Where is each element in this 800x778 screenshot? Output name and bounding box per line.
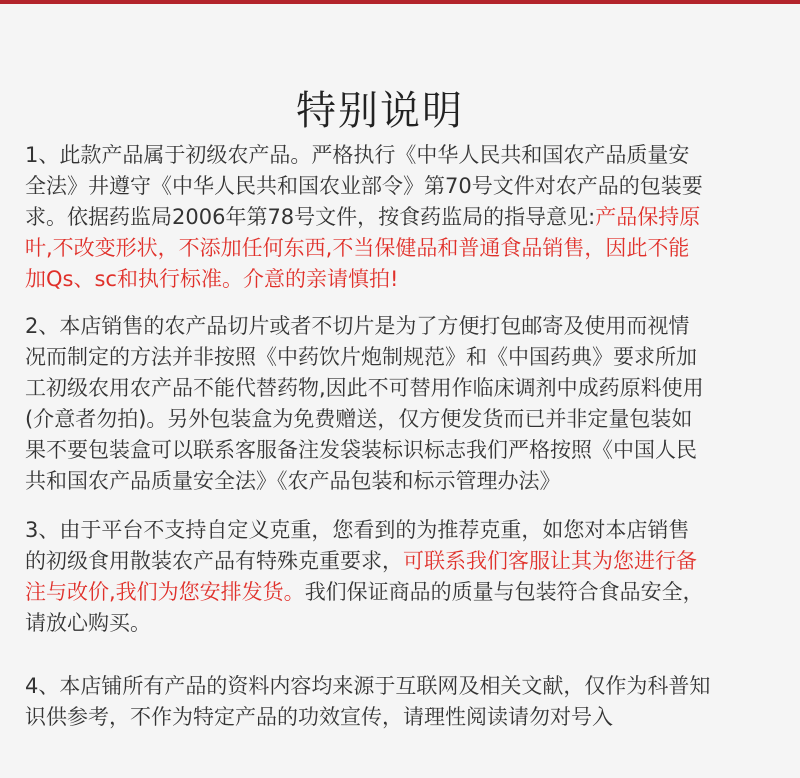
page-title: 特别说明 <box>296 87 464 134</box>
top-accent-rule <box>0 0 800 4</box>
paragraph-line <box>25 311 765 342</box>
paragraph-line <box>25 671 765 702</box>
highlighted-text: 加Qs、sc和执行标准。介意的亲请慎拍! <box>25 267 399 291</box>
highlighted-text: 注与改价,我们为您安排发货。 <box>25 580 305 604</box>
body-text: 请放心购买。 <box>25 611 151 635</box>
body-text: (介意者勿拍)。另外包装盒为免费赠送，仅方便发货而已并非定量包装如 <box>25 407 693 431</box>
paragraph-line <box>25 202 765 233</box>
body-text: 全法》井遵守《中华人民共和国农业部令》第70号文件对农产品的包装要 <box>25 174 703 198</box>
notice-paragraph-3 <box>25 515 765 639</box>
paragraph-line <box>25 546 765 577</box>
paragraph-line <box>25 702 765 733</box>
paragraph-line <box>25 264 765 295</box>
body-text: 我们保证商品的质量与包装符合食品安全， <box>304 580 704 604</box>
body-text: 工初级农用农产品不能代替药物,因此不可替用作临床调剂中成药原料使用 <box>25 376 704 400</box>
paragraph-line <box>25 404 765 435</box>
highlighted-text: 可联系我们客服让其为您进行备 <box>403 549 697 573</box>
body-text: 识供参考，不作为特定产品的功效宣传，请理性阅读请勿对号入 <box>25 705 613 729</box>
paragraph-line <box>25 577 765 608</box>
highlighted-text: 产品保持原 <box>595 205 701 229</box>
notice-paragraph-4 <box>25 671 765 733</box>
body-text: 1、此款产品属于初级农产品。严格执行《中华人民共和国农产品质量安 <box>25 143 690 167</box>
notice-paragraph-2 <box>25 311 765 497</box>
body-text: 共和国农产品质量安全法》《农产品包装和标示管理办法》 <box>25 469 561 493</box>
body-text: 3、由于平台不支持自定义克重，您看到的为推荐克重，如您对本店销售 <box>25 518 690 542</box>
paragraph-line <box>25 466 765 497</box>
body-text: 况而制定的方法并非按照《中药饮片炮制规范》和《中国药典》要求所加 <box>25 345 697 369</box>
paragraph-line <box>25 435 765 466</box>
notice-paragraph-1 <box>25 140 765 295</box>
highlighted-text: 叶,不改变形状，不添加任何东西,不当保健品和普通食品销售，因此不能 <box>25 236 690 260</box>
paragraph-line <box>25 233 765 264</box>
paragraph-line <box>25 515 765 546</box>
body-text: 果不要包装盒可以联系客服备注发袋装标识标志我们严格按照《中国人民 <box>25 438 697 462</box>
paragraph-line <box>25 171 765 202</box>
body-text: 的初级食用散装农产品有特殊克重要求， <box>25 549 403 573</box>
paragraph-line <box>25 373 765 404</box>
body-text: 求。依据药监局2006年第78号文件，按食药监局的指导意见: <box>25 205 596 229</box>
paragraph-line <box>25 140 765 171</box>
paragraph-line <box>25 342 765 373</box>
paragraph-line <box>25 608 765 639</box>
body-text: 2、本店销售的农产品切片或者不切片是为了方便打包邮寄及使用而视情 <box>25 314 690 338</box>
body-text: 4、本店铺所有产品的资料内容均来源于互联网及相关文献，仅作为科普知 <box>25 674 711 698</box>
